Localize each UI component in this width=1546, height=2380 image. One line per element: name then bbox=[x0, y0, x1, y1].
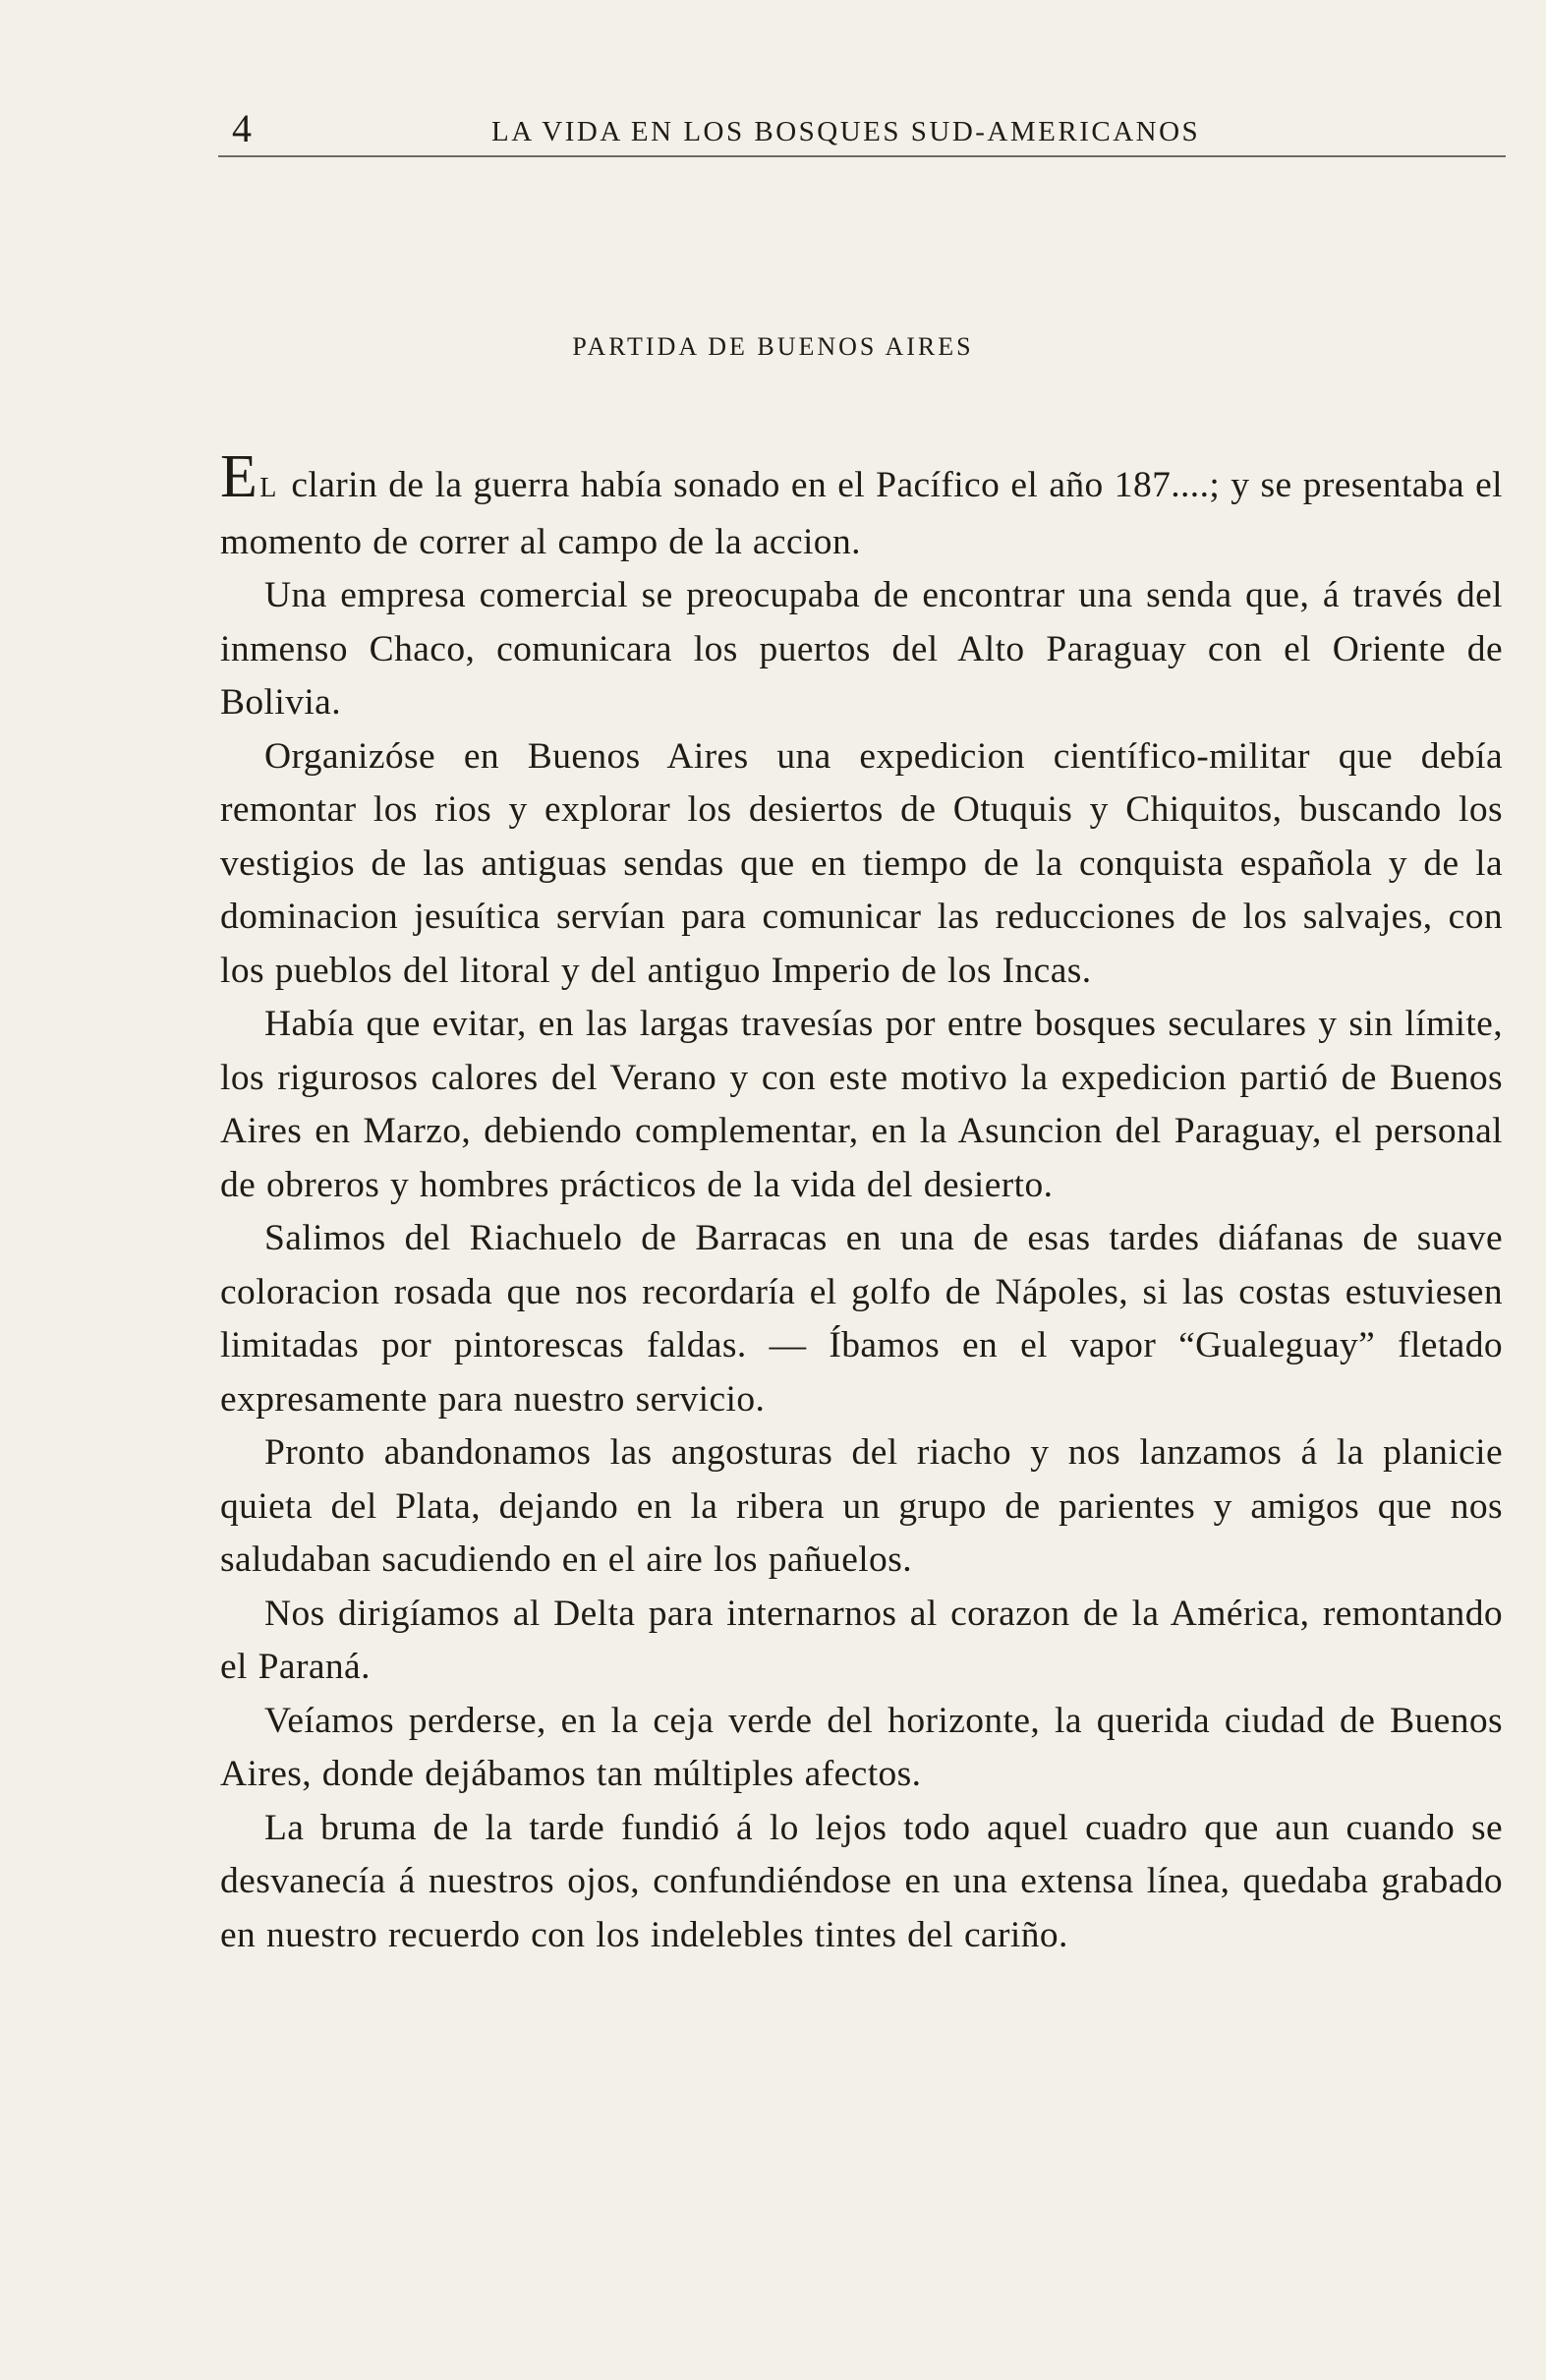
initial-small-cap: L bbox=[259, 473, 278, 503]
drop-initial: E bbox=[220, 443, 258, 510]
paragraph-3: Organizóse en Buenos Aires una expedicion científico-militar que debía remontar los rios y explorar los desiertos de Otuquis y Chiquitos, buscando los vestigios de las antiguas sendas que en tiempo de la conquista española y de la dominacion jesuítica servían para comunicar las reducciones de los salvajes, con los pueblos del litoral y del antiguo Imperio de los Incas. bbox=[220, 735, 1503, 991]
paragraph-6: Pronto abandonamos las angosturas del riacho y nos lanzamos á la planicie quieta del Plata, dejando en la ribera un grupo de parientes y amigos que nos saludaban sacudiendo en el aire los pañuelos. bbox=[220, 1432, 1503, 1580]
body-text bbox=[220, 443, 1503, 1962]
paragraph-1-text: clarin de la guerra había sonado en el Pacífico el año 187....; y se presentaba el momento de correr al campo de la accion. bbox=[220, 465, 1503, 562]
section-title: PARTIDA DE BUENOS AIRES bbox=[572, 332, 974, 361]
running-title: LA VIDA EN LOS BOSQUES SUD-AMERICANOS bbox=[491, 116, 1201, 147]
paragraph-9: La bruma de la tarde fundió á lo lejos todo aquel cuadro que aun cuando se desvanecía á nuestros ojos, confundiéndose en una extensa línea, quedaba grabado en nuestro recuerdo con los indelebles tintes del cariño. bbox=[220, 1807, 1503, 1955]
paragraph-5: Salimos del Riachuelo de Barracas en una de esas tardes diáfanas de suave coloracion rosada que nos recordaría el golfo de Nápoles, si las costas estuviesen limitadas por pintorescas faldas. — Íbamos en el vapor “Gualeguay” fletado expresamente para nuestro servicio. bbox=[220, 1218, 1503, 1420]
running-head bbox=[218, 106, 1506, 157]
paragraph-8: Veíamos perderse, en la ceja verde del horizonte, la querida ciudad de Buenos Aires, donde dejábamos tan múltiples afectos. bbox=[220, 1700, 1503, 1794]
paragraph-2: Una empresa comercial se preocupaba de encontrar una senda que, á través del inmenso Chaco, comunicara los puertos del Alto Paraguay con el Oriente de Bolivia. bbox=[220, 575, 1503, 723]
paragraph-4: Había que evitar, en las largas travesías por entre bosques seculares y sin límite, los rigurosos calores del Verano y con este motivo la expedicion partió de Buenos Aires en Marzo, debiendo complementar, en la Asuncion del Paraguay, el personal de obreros y hombres prácticos de la vida del desierto. bbox=[220, 1004, 1503, 1205]
paragraph-1 bbox=[220, 443, 1503, 569]
paragraph-7: Nos dirigíamos al Delta para internarnos al corazon de la América, remontando el Paraná. bbox=[220, 1593, 1503, 1687]
page-number: 4 bbox=[232, 106, 252, 150]
